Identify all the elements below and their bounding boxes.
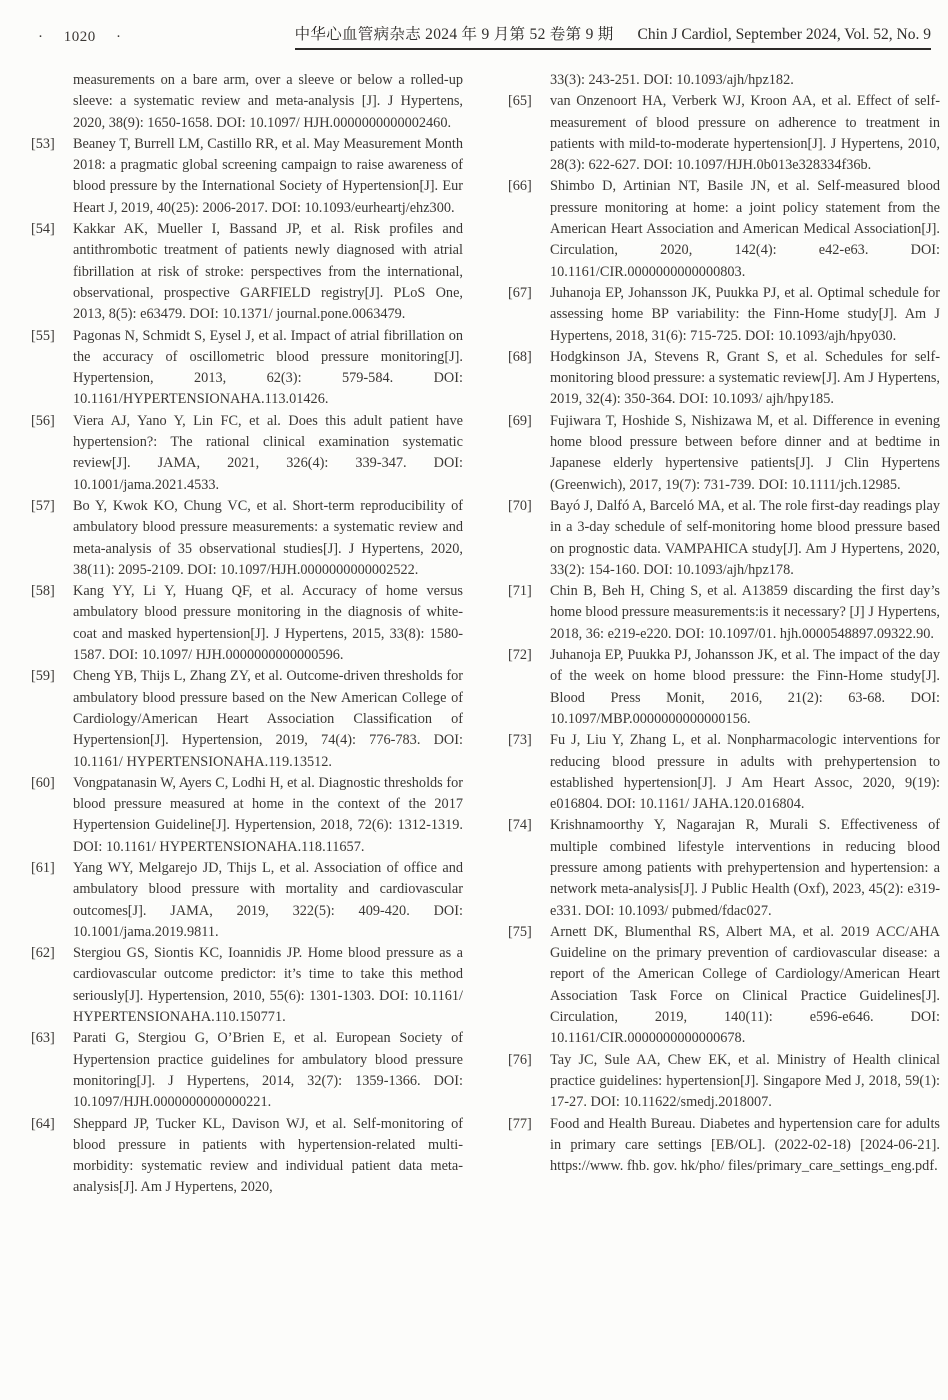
page-number: · 1020 ·	[38, 29, 122, 45]
reference-item	[508, 176, 940, 282]
reference-number: [73]	[508, 732, 532, 749]
reference-number: [67]	[508, 284, 532, 301]
reference-text: Stergiou GS, Siontis KC, Ioannidis JP. Home blood pressure as a cardiovascular outcome predictor: it’s time to take this method seriously[J]. Hypertension, 2010, 55(6): 1301-1303. DOI: 10.1161/ HYPERTENSIONAHA.110.150771.	[73, 945, 463, 1026]
reference-number: [69]	[508, 412, 532, 429]
reference-text: Tay JC, Sule AA, Chew EK, et al. Ministry of Health clinical practice guidelines: hypertension[J]. Singapore Med J, 2018, 59(1): 17-27. DOI: 10.11622/smedj.2018007.	[550, 1051, 940, 1111]
reference-item	[31, 134, 463, 219]
reference-number: [64]	[31, 1115, 55, 1132]
reference-text: Fujiwara T, Hoshide S, Nishizawa M, et al. Difference in evening home blood pressure between before dinner and at bedtime in Japanese elderly hypertensive patients[J]. J Clin Hypertens (Greenwich), 2017, 19(7): 731-739. DOI: 10.1111/jch.12985.	[550, 412, 940, 493]
reference-text: Juhanoja EP, Puukka PJ, Johansson JK, et al. The impact of the day of the week on home blood pressure: the Finn-Home study[J]. Blood Press Monit, 2016, 21(2): 63-68. DOI: 10.1097/MBP.0000000000000156.	[550, 647, 940, 727]
reference-text: Juhanoja EP, Johansson JK, Puukka PJ, et al. Optimal schedule for assessing home BP variability: the Finn-Home study[J]. Am J Hypertens, 2018, 31(6): 715-725. DOI: 10.1093/ajh/hpy030.	[550, 284, 940, 344]
reference-item	[508, 347, 940, 411]
reference-text: Parati G, Stergiou G, O’Brien E, et al. European Society of Hypertension practice guidelines for ambulatory blood pressure monitoring[J]. J Hypertens, 2014, 32(7): 1359-1366. DOI: 10.1097/HJH.0000000000000221.	[73, 1030, 463, 1111]
reference-item	[508, 283, 940, 347]
reference-item	[508, 411, 940, 496]
reference-text: Chin B, Beh H, Ching S, et al. A13859 discarding the first day’s home blood pressure measurements:is it necessary? [J] J Hypertens, 2018, 36: e219-e220. DOI: 10.1097/01. hjh.0000548897.09322.90.	[550, 583, 940, 642]
reference-text: Shimbo D, Artinian NT, Basile JN, et al. Self-measured blood pressure monitoring at home: a joint policy statement from the American Heart Association and American Medical Association[J]. Circulation, 2020, 142(4): e42-e63. DOI: 10.1161/CIR.0000000000000803.	[550, 178, 940, 280]
reference-number: [66]	[508, 178, 532, 195]
reference-item	[508, 1114, 940, 1178]
reference-number: [56]	[31, 412, 55, 429]
reference-number: [63]	[31, 1030, 55, 1047]
reference-item	[508, 1050, 940, 1114]
reference-text: Kang YY, Li Y, Huang QF, et al. Accuracy of home versus ambulatory blood pressure monitoring in the diagnosis of white-coat and masked hypertension[J]. J Hypertens, 2015, 33(8): 1580-1587. DOI: 10.1097/ HJH.0000000000000596.	[73, 583, 463, 664]
reference-text: van Onzenoort HA, Verberk WJ, Kroon AA, et al. Effect of self-measurement of blood pressure on adherence to treatment in patients with mild-to-moderate hypertension[J]. J Hypertens, 2010, 28(3): 622-627. DOI: 10.1097/HJH.0b013e328334f36b.	[550, 93, 940, 174]
reference-number: [72]	[508, 647, 532, 664]
reference-number: [54]	[31, 221, 55, 238]
reference-item	[508, 91, 940, 176]
reference-text: Pagonas N, Schmidt S, Eysel J, et al. Impact of atrial fibrillation on the accuracy of oscillometric blood pressure monitoring[J]. Hypertension, 2013, 62(3): 579-584. DOI: 10.1161/HYPERTENSIONAHA.113.01426.	[73, 327, 463, 408]
reference-item	[31, 666, 463, 772]
reference-text: Sheppard JP, Tucker KL, Davison WJ, et al. Self-monitoring of blood pressure in patients with hypertension-related multi-morbidity: systematic review and individual patient data meta-analysis[J]. Am J Hypertens, 2020,	[73, 1115, 463, 1196]
reference-text: Bayó J, Dalfó A, Barceló MA, et al. The role first-day readings play in a 3-day schedule of self-monitoring home blood pressure based on prognostic data. VAMPAHICA study[J]. Am J Hypertens, 2020, 33(2): 154-160. DOI: 10.1093/ajh/hpz178.	[550, 497, 940, 578]
reference-number: [68]	[508, 348, 532, 365]
reference-item	[31, 326, 463, 411]
reference-text: Vongpatanasin W, Ayers C, Lodhi H, et al. Diagnostic thresholds for blood pressure measured at home in the context of the 2017 Hypertension Guideline[J]. Hypertension, 2018, 72(6): 1312-1319. DOI: 10.1161/ HYPERTENSIONAHA.118.11657.	[73, 774, 463, 855]
reference-text: Arnett DK, Blumenthal RS, Albert MA, et al. 2019 ACC/AHA Guideline on the primary prevention of cardiovascular disease: a report of the American College of Cardiology/American Heart Association Task Force on Clinical Practice Guidelines[J]. Circulation, 2019, 140(11): e596-e646. DOI: 10.1161/CIR.0000000000000678.	[550, 923, 940, 1047]
journal-title-chinese: 中华心血管病杂志 2024 年 9 月第 52 卷第 9 期	[294, 26, 614, 43]
reference-text: Viera AJ, Yano Y, Lin FC, et al. Does this adult patient have hypertension?: The rational clinical examination systematic review[J]. JAMA, 2021, 326(4): 339-347. DOI: 10.1001/jama.2021.4533.	[73, 412, 463, 493]
reference-text: measurements on a bare arm, over a sleeve or below a rolled-up sleeve: a systematic review and meta-analysis [J]. J Hypertens, 2020, 38(9): 1650-1658. DOI: 10.1097/ HJH.0000000000002460.	[73, 72, 463, 131]
reference-text: 33(3): 243-251. DOI: 10.1093/ajh/hpz182.	[550, 72, 794, 88]
journal-title-english: Chin J Cardiol, September 2024, Vol. 52, No. 9	[637, 26, 931, 43]
reference-number: [61]	[31, 859, 55, 876]
reference-number: [71]	[508, 583, 532, 600]
reference-text: Hodgkinson JA, Stevens R, Grant S, et al. Schedules for self-monitoring blood pressure: a systematic review[J]. Am J Hypertens, 2019, 32(4): 350-364. DOI: 10.1093/ ajh/hpy185.	[550, 348, 940, 408]
reference-item	[508, 815, 940, 921]
reference-item	[508, 645, 940, 730]
reference-number: [74]	[508, 817, 532, 834]
reference-number: [57]	[31, 497, 55, 514]
reference-item	[31, 581, 463, 666]
reference-text: Krishnamoorthy Y, Nagarajan R, Murali S. Effectiveness of multiple combined lifestyle interventions in reducing blood pressure among patients with prehypertension and hypertension: a network meta-analysis[J]. J Public Health (Oxf), 2023, 45(2): e319-e331. DOI: 10.1093/ pubmed/fdac027.	[550, 817, 940, 919]
reference-text: Bo Y, Kwok KO, Chung VC, et al. Short-term reproducibility of ambulatory blood pressure measurements: a systematic review and meta-analysis of 35 observational studies[J]. J Hypertens, 2020, 38(11): 2095-2109. DOI: 10.1097/HJH.0000000000002522.	[73, 497, 463, 578]
reference-item	[508, 496, 940, 581]
reference-item	[508, 70, 940, 91]
reference-number: [60]	[31, 774, 55, 791]
reference-item	[31, 1114, 463, 1199]
journal-title	[295, 22, 931, 50]
running-head	[38, 22, 931, 50]
reference-item	[31, 219, 463, 325]
reference-number: [65]	[508, 93, 532, 110]
references-column-right	[508, 70, 940, 1199]
reference-item	[508, 922, 940, 1050]
reference-number: [70]	[508, 497, 532, 514]
reference-text: Cheng YB, Thijs L, Zhang ZY, et al. Outcome-driven thresholds for ambulatory blood pressure based on the New American College of Cardiology/American Heart Association Classification of Hypertension[J]. Hypertension, 2019, 74(4): 776-783. DOI: 10.1161/ HYPERTENSIONAHA.119.13512.	[73, 668, 463, 770]
reference-number: [77]	[508, 1115, 532, 1132]
reference-number: [62]	[31, 945, 55, 962]
reference-item	[31, 1028, 463, 1113]
reference-item	[31, 411, 463, 496]
reference-item	[31, 70, 463, 134]
reference-number: [55]	[31, 327, 55, 344]
reference-text: Fu J, Liu Y, Zhang L, et al. Nonpharmacologic interventions for reducing blood pressure in adults with prehypertension to established hypertension[J]. J Am Heart Assoc, 2020, 9(19): e016804. DOI: 10.1161/ JAHA.120.016804.	[550, 732, 940, 813]
reference-item	[31, 943, 463, 1028]
reference-item	[31, 773, 463, 858]
reference-columns	[31, 70, 940, 1199]
reference-item	[508, 581, 940, 645]
reference-item	[31, 496, 463, 581]
reference-number: [59]	[31, 668, 55, 685]
reference-number: [75]	[508, 923, 532, 940]
reference-text: Kakkar AK, Mueller I, Bassand JP, et al. Risk profiles and antithrombotic treatment of patients newly diagnosed with atrial fibrillation at risk of stroke: perspectives from the international, observational, prospective GARFIELD registry[J]. PLoS One, 2013, 8(5): e63479. DOI: 10.1371/ journal.pone.0063479.	[73, 221, 463, 323]
reference-text: Food and Health Bureau. Diabetes and hypertension care for adults in primary care settings [EB/OL]. (2022-02-18) [2024-06-21]. https://www. fhb. gov. hk/pho/ files/primary_care_settings_eng.pdf.	[550, 1115, 940, 1175]
reference-number: [58]	[31, 583, 55, 600]
reference-number: [53]	[31, 135, 55, 152]
reference-text: Beaney T, Burrell LM, Castillo RR, et al. May Measurement Month 2018: a pragmatic global screening campaign to raise awareness of blood pressure by the International Society of Hypertension[J]. Eur Heart J, 2019, 40(25): 2006-2017. DOI: 10.1093/eurheartj/ehz300.	[73, 135, 463, 216]
reference-number: [76]	[508, 1051, 532, 1068]
reference-item	[508, 730, 940, 815]
reference-item	[31, 858, 463, 943]
reference-text: Yang WY, Melgarejo JD, Thijs L, et al. Association of office and ambulatory blood pressure with mortality and cardiovascular outcomes[J]. JAMA, 2019, 322(5): 409-420. DOI: 10.1001/jama.2019.9811.	[73, 859, 463, 940]
references-column-left	[31, 70, 463, 1199]
